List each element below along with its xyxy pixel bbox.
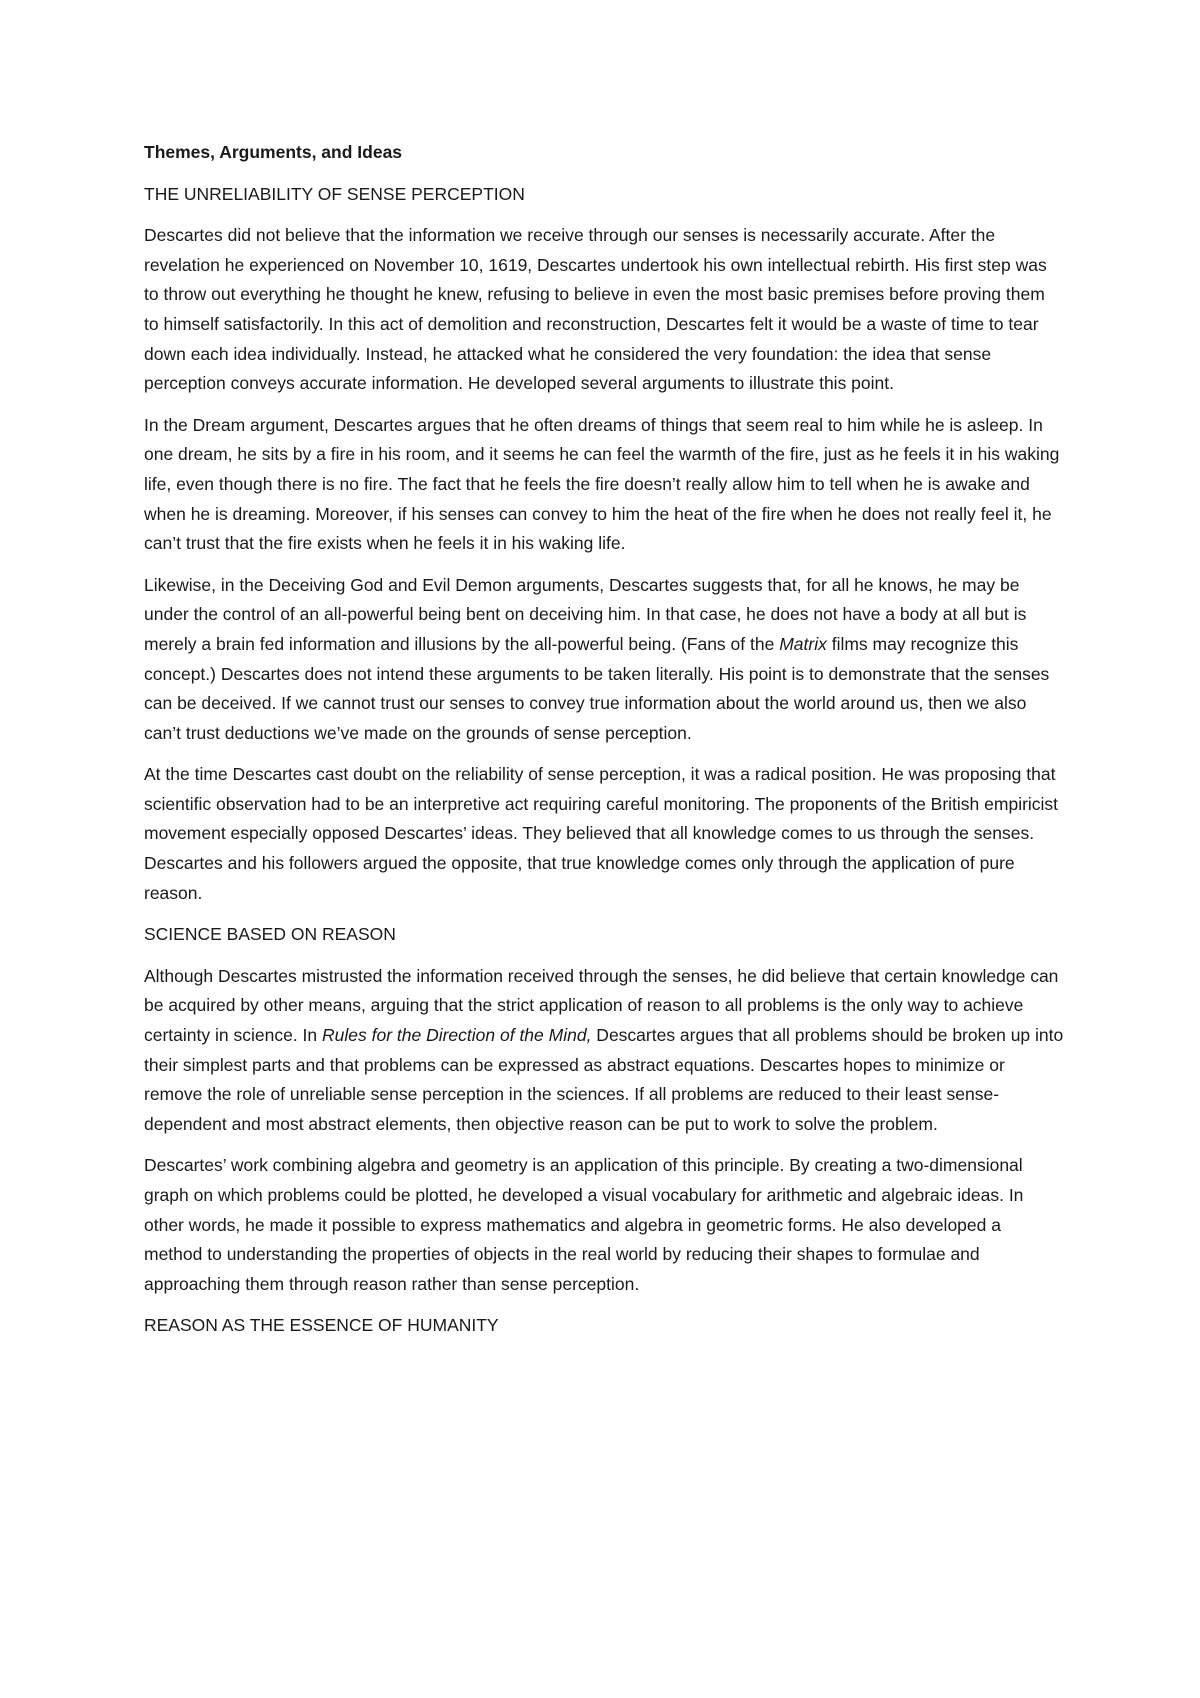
- document-title: Themes, Arguments, and Ideas: [144, 142, 403, 162]
- paragraph: [144, 962, 1064, 1140]
- paragraph: In the Dream argument, Descartes argues that he often dreams of things that seem real to him while he is asleep. In one dream, he sits by a fire in his room, and it seems he can feel the warmth of the fire, just as he feels it in his waking life, even though there is no fire. The fact that he feels the fire doesn’t really allow him to tell when he is awake and when he is dreaming. Moreover, if his senses can convey to him the heat of the fire when he does not really feel it, he can’t trust that the fire exists when he feels it in his waking life.: [144, 414, 1060, 554]
- paragraph-text: films may recognize this concept.) Descartes does not intend these arguments to be taken literally. His point is to demonstrate that the senses can be deceived. If we cannot trust our senses to convey true information about the world around us, then we also can’t trust deductions we’ve made on the grounds of sense perception.: [144, 633, 1050, 743]
- section-heading-science: SCIENCE BASED ON REASON: [144, 924, 396, 945]
- paragraph-text: Although Descartes mistrusted the information received through the senses, he did believe that certain knowledge can be acquired by other means, arguing that the strict application of reason to all problems is the only way to achieve certainty in science. In: [144, 965, 1059, 1046]
- italic-title-matrix: Matrix: [779, 633, 827, 654]
- document-page: [144, 138, 1064, 1353]
- italic-title-rules: Rules for the Direction of the Mind,: [322, 1025, 592, 1046]
- paragraph: At the time Descartes cast doubt on the reliability of sense perception, it was a radical position. He was proposing that scientific observation had to be an interpretive act requiring careful monitoring. The proponents of the British empiricist movement especially opposed Descartes’ ideas. They believed that all knowledge comes to us through the senses. Descartes and his followers argued the opposite, that true knowledge comes only through the application of pure reason.: [144, 764, 1059, 903]
- paragraph: Descartes did not believe that the information we receive through our senses is necessarily accurate. After the revelation he experienced on November 10, 1619, Descartes undertook his own intellectual rebirth. His first step was to throw out everything he thought he knew, refusing to believe in even the most basic premises before proving them to himself satisfactorily. In this act of demolition and reconstruction, Descartes felt it would be a waste of time to tear down each idea individually. Instead, he attacked what he considered the very foundation: the idea that sense perception conveys accurate information. He developed several arguments to illustrate this point.: [144, 225, 1047, 394]
- paragraph: Descartes’ work combining algebra and geometry is an application of this principle. By creating a two-dimensional graph on which problems could be plotted, he developed a visual vocabulary for arithmetic and algebraic ideas. In other words, he made it possible to express mathematics and algebra in geometric forms. He also developed a method to understanding the properties of objects in the real world by reducing their shapes to formulae and approaching them through reason rather than sense perception.: [144, 1155, 1024, 1294]
- paragraph-text: Likewise, in the Deceiving God and Evil Demon arguments, Descartes suggests that, for all he knows, he may be under the control of an all-powerful being bent on deceiving him. In that case, he does not have a body at all but is merely a brain fed information and illusions by the all-powerful being. (Fans of the: [144, 574, 1027, 654]
- paragraph: [144, 571, 1064, 749]
- section-heading-reason: REASON AS THE ESSENCE OF HUMANITY: [144, 1315, 499, 1336]
- section-heading-unreliability: THE UNRELIABILITY OF SENSE PERCEPTION: [144, 183, 525, 204]
- paragraph-text: Descartes argues that all problems should be broken up into their simplest parts and that problems can be expressed as abstract equations. Descartes hopes to minimize or remove the role of unreliable sense perception in the sciences. If all problems are reduced to their least sense-dependent and most abstract elements, then objective reason can be put to work to solve the problem.: [144, 1025, 1064, 1134]
